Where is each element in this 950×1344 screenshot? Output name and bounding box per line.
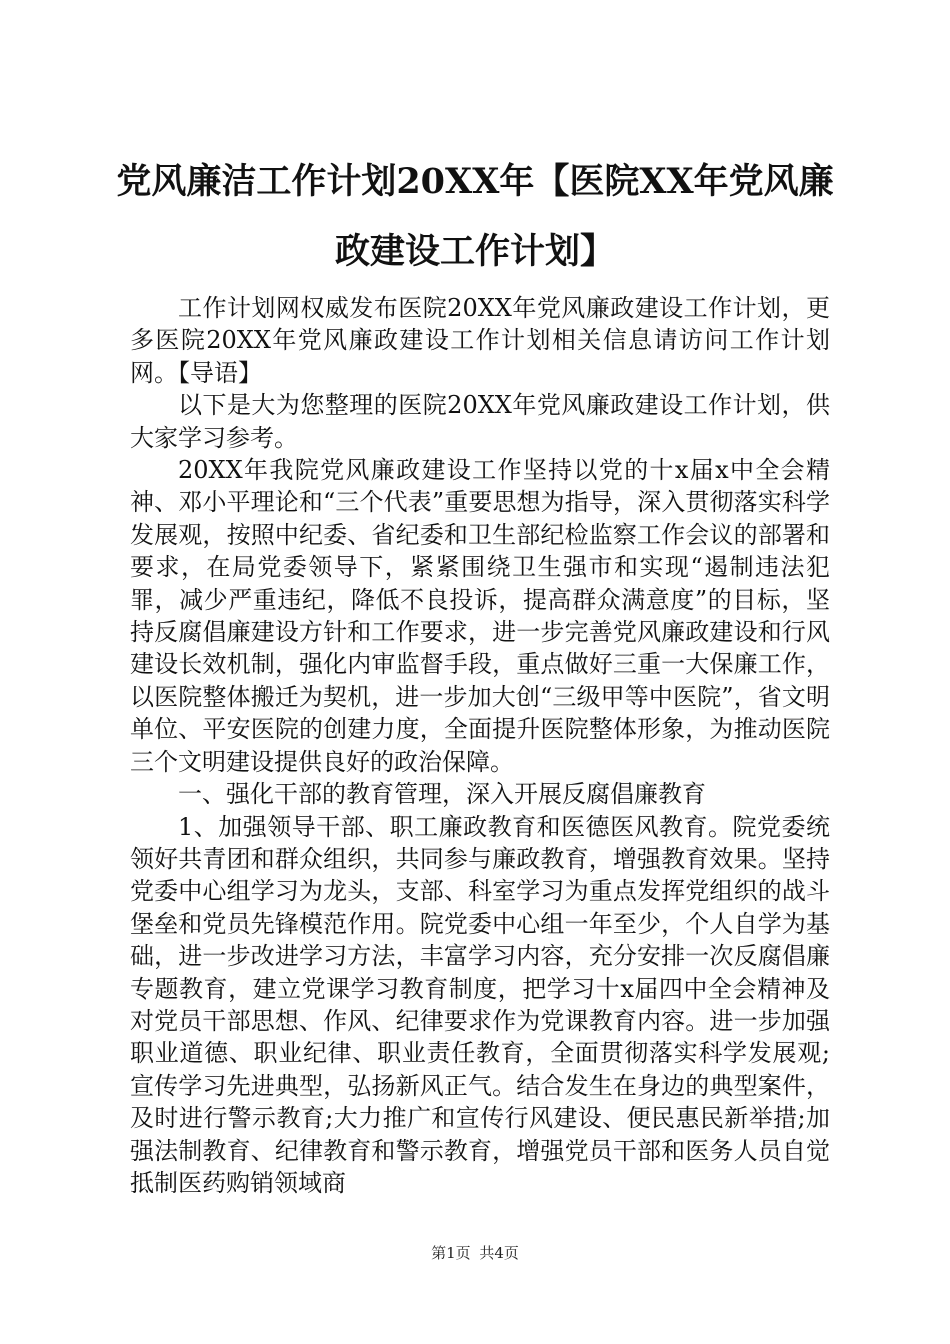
paragraph-overview: 20XX年我院党风廉政建设工作坚持以党的十x届x中全会精神、邓小平理论和“三个代表”重要思想为指导，深入贯彻落实科学发展观，按照中纪委、省纪委和卫生部纪检监察工作会议的部署和要求，在局党委领导下，紧紧围绕卫生强市和实现“遏制违法犯罪，减少严重违纪，降低不良投诉，提高群众满意度”的目标，坚持反腐倡廉建设方针和工作要求，进一步完善党风廉政建设和行风建设长效机制，强化内审监督手段，重点做好三重一大保廉工作，以医院整体搬迁为契机，进一步加大创“三级甲等中医院”，省文明单位、平安医院的创建力度，全面提升医院整体形象，为推动医院三个文明建设提供良好的政治保障。 [130, 456, 830, 776]
section-heading-1: 一、强化干部的教育管理，深入开展反腐倡廉教育 [178, 780, 706, 809]
paragraph-intro: 工作计划网权威发布医院20XX年党风廉政建设工作计划，更多医院20XX年党风廉政建设工作计划相关信息请访问工作计划网。【导语】 [130, 294, 830, 387]
document-body [130, 292, 830, 1199]
page-footer [0, 1242, 950, 1263]
document-title: 党风廉洁工作计划20XX年【医院XX年党风廉政建设工作计划】 [116, 161, 834, 272]
paragraph-item-1: 1、加强领导干部、职工廉政教育和医德医风教育。院党委统领好共青团和群众组织，共同参与廉政教育，增强教育效果。坚持党委中心组学习为龙头，支部、科室学习为重点发挥党组织的战斗堡垒和党员先锋模范作用。院党委中心组一年至少，个人自学为基础，进一步改进学习方法，丰富学习内容，充分安排一次反腐倡廉专题教育，建立党课学习教育制度，把学习十x届四中全会精神及对党员干部思想、作风、纪律要求作为党课教育内容。进一步加强职业道德、职业纪律、职业责任教育，全面贯彻落实科学发展观;宣传学习先进典型，弘扬新风正气。结合发生在身边的典型案件，及时进行警示教育;大力推广和宣传行风建设、便民惠民新举措;加强法制教育、纪律教育和警示教育，增强党员干部和医务人员自觉抵制医药购销领域商 [130, 812, 830, 1197]
paragraph-preface: 以下是大为您整理的医院20XX年党风廉政建设工作计划，供大家学习参考。 [130, 391, 830, 452]
page-total: 共4页 [479, 1244, 519, 1262]
page-number: 第1页 [431, 1244, 471, 1262]
